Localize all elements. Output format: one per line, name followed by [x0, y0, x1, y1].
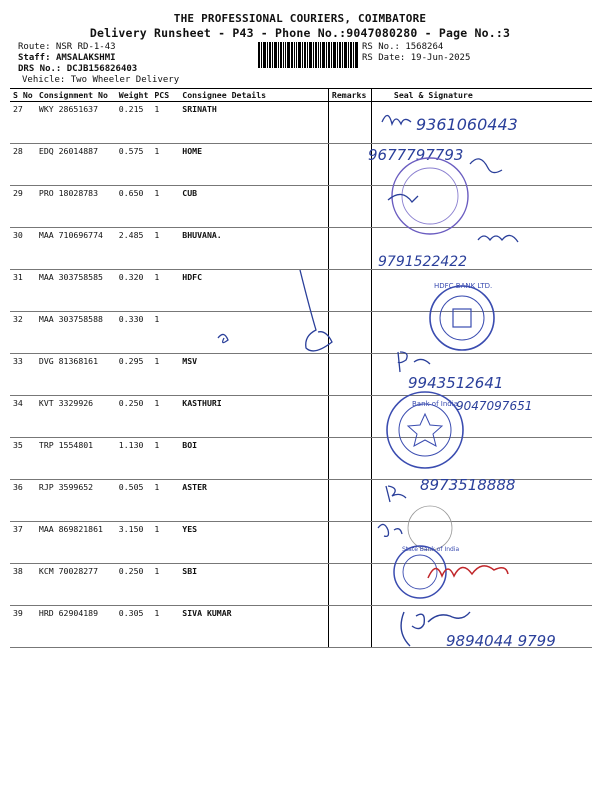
cell-remarks — [328, 186, 371, 228]
cell-signature — [371, 606, 592, 648]
cell-sno: 36 — [10, 480, 36, 522]
barcode-image — [258, 42, 358, 68]
cell-weight: 0.250 — [116, 564, 152, 606]
cell-pcs: 1 — [151, 438, 179, 480]
cell-pcs: 1 — [151, 186, 179, 228]
cell-consignment: TRP 1554801 — [36, 438, 116, 480]
cell-consignee: HOME — [179, 144, 328, 186]
column-header-consignment: Consignment No — [36, 89, 116, 102]
cell-sno: 39 — [10, 606, 36, 648]
table-row — [10, 606, 592, 648]
cell-pcs: 1 — [151, 144, 179, 186]
cell-consignment: DVG 81368161 — [36, 354, 116, 396]
cell-sno: 29 — [10, 186, 36, 228]
cell-sno: 32 — [10, 312, 36, 354]
cell-signature — [371, 354, 592, 396]
cell-consignment: WKY 28651637 — [36, 102, 116, 144]
cell-consignee: HDFC — [179, 270, 328, 312]
company-title: THE PROFESSIONAL COURIERS, COIMBATORE — [173, 12, 427, 25]
sbi-stamp-text: State Bank of India — [402, 546, 460, 553]
cell-consignee: CUB — [179, 186, 328, 228]
cell-signature — [371, 522, 592, 564]
table-row — [10, 438, 592, 480]
cell-sno: 33 — [10, 354, 36, 396]
table-row — [10, 144, 592, 186]
cell-pcs: 1 — [151, 522, 179, 564]
cell-weight: 0.505 — [116, 480, 152, 522]
drs-number: DRS No.: DCJB156826403 — [18, 64, 138, 74]
cell-consignee: YES — [179, 522, 328, 564]
cell-signature — [371, 564, 592, 606]
cell-signature — [371, 102, 592, 144]
cell-pcs: 1 — [151, 228, 179, 270]
cell-consignee: ASTER — [179, 480, 328, 522]
cell-sno: 34 — [10, 396, 36, 438]
boi-stamp-text: Bank of India — [412, 400, 458, 408]
cell-remarks — [328, 564, 371, 606]
cell-weight: 0.215 — [116, 102, 152, 144]
cell-remarks — [328, 396, 371, 438]
table-row — [10, 354, 592, 396]
cell-consignment: MAA 303758585 — [36, 270, 116, 312]
table-row — [10, 522, 592, 564]
column-header-pcs: PCS — [151, 89, 179, 102]
cell-weight: 0.320 — [116, 270, 152, 312]
table-row — [10, 228, 592, 270]
cell-weight: 3.150 — [116, 522, 152, 564]
table-row — [10, 102, 592, 144]
cell-consignment: MAA 303758588 — [36, 312, 116, 354]
cell-weight: 0.250 — [116, 396, 152, 438]
table-header-row — [10, 89, 592, 102]
cell-signature — [371, 228, 592, 270]
handwritten-phone: 9677797793 — [368, 146, 464, 164]
cell-weight: 0.330 — [116, 312, 152, 354]
cell-remarks — [328, 480, 371, 522]
rs-date: RS Date: 19-Jun-2025 — [362, 53, 471, 63]
cell-sno: 35 — [10, 438, 36, 480]
cell-remarks — [328, 606, 371, 648]
cell-consignee: SBI — [179, 564, 328, 606]
cell-consignment: PRO 18028783 — [36, 186, 116, 228]
cell-pcs: 1 — [151, 354, 179, 396]
table-row — [10, 186, 592, 228]
cell-remarks — [328, 102, 371, 144]
cell-sno: 38 — [10, 564, 36, 606]
cell-weight: 1.130 — [116, 438, 152, 480]
column-header-remarks: Remarks — [328, 89, 371, 102]
cell-remarks — [328, 438, 371, 480]
cell-pcs: 1 — [151, 102, 179, 144]
runsheet-subtitle: Delivery Runsheet - P43 - Phone No.:9047080280 - Page No.:3 — [89, 26, 511, 40]
route-label: Route: NSR RD-1-43 — [18, 42, 116, 52]
cell-consignee: BHUVANA. — [179, 228, 328, 270]
cell-signature — [371, 396, 592, 438]
cell-remarks — [328, 522, 371, 564]
cell-signature — [371, 270, 592, 312]
cell-weight: 2.485 — [116, 228, 152, 270]
staff-row — [18, 53, 116, 63]
cell-consignment: EDQ 26014887 — [36, 144, 116, 186]
cell-consignee: MSV — [179, 354, 328, 396]
cell-remarks — [328, 144, 371, 186]
cell-weight: 0.295 — [116, 354, 152, 396]
vehicle-type: Vehicle: Two Wheeler Delivery — [22, 75, 180, 85]
cell-remarks — [328, 228, 371, 270]
cell-consignment: HRD 62904189 — [36, 606, 116, 648]
handwritten-phone: 9791522422 — [378, 254, 468, 270]
column-header-weight: Weight — [116, 89, 152, 102]
handwritten-phone: 8973518888 — [420, 476, 516, 494]
cell-sno: 28 — [10, 144, 36, 186]
column-header-consignee: Consignee Details — [179, 89, 328, 102]
cell-pcs: 1 — [151, 396, 179, 438]
staff-label: Staff: — [18, 53, 51, 63]
cell-consignee: BOI — [179, 438, 328, 480]
cell-consignment: MAA 710696774 — [36, 228, 116, 270]
cell-remarks — [328, 312, 371, 354]
cell-pcs: 1 — [151, 606, 179, 648]
runsheet-table — [10, 88, 592, 648]
rs-number: RS No.: 1568264 — [362, 42, 444, 52]
handwritten-phone: 9894044 9799 — [446, 632, 556, 650]
cell-signature — [371, 438, 592, 480]
cell-sno: 37 — [10, 522, 36, 564]
cell-remarks — [328, 270, 371, 312]
cell-consignee: KASTHURI — [179, 396, 328, 438]
handwritten-phone: 9361060443 — [416, 115, 518, 134]
cell-pcs: 1 — [151, 564, 179, 606]
cell-weight: 0.305 — [116, 606, 152, 648]
cell-weight: 0.575 — [116, 144, 152, 186]
cell-consignment: KCM 70028277 — [36, 564, 116, 606]
cell-signature — [371, 480, 592, 522]
table-row — [10, 312, 592, 354]
staff-name: AMSALAKSHMI — [55, 53, 116, 63]
cell-sno: 27 — [10, 102, 36, 144]
cell-consignment: KVT 3329926 — [36, 396, 116, 438]
cell-consignee: SIVA KUMAR — [179, 606, 328, 648]
cell-signature — [371, 144, 592, 186]
cell-sno: 30 — [10, 228, 36, 270]
cell-weight: 0.650 — [116, 186, 152, 228]
column-header-sno: S No — [10, 89, 36, 102]
cell-signature — [371, 186, 592, 228]
cell-consignee: SRINATH — [179, 102, 328, 144]
cell-consignee — [179, 312, 328, 354]
handwritten-phone: 9943512641 — [408, 374, 504, 392]
cell-consignment: RJP 3599652 — [36, 480, 116, 522]
table-row — [10, 480, 592, 522]
cell-pcs: 1 — [151, 480, 179, 522]
table-row — [10, 396, 592, 438]
cell-pcs: 1 — [151, 270, 179, 312]
cell-pcs: 1 — [151, 312, 179, 354]
table-row — [10, 270, 592, 312]
cell-sno: 31 — [10, 270, 36, 312]
cell-signature — [371, 312, 592, 354]
cell-consignment: MAA 869821861 — [36, 522, 116, 564]
handwritten-phone: 9047097651 — [456, 399, 533, 413]
hdfc-stamp-text: HDFC BANK LTD. — [434, 282, 493, 290]
column-header-seal: Seal & Signature — [371, 89, 592, 102]
table-row — [10, 564, 592, 606]
cell-remarks — [328, 354, 371, 396]
